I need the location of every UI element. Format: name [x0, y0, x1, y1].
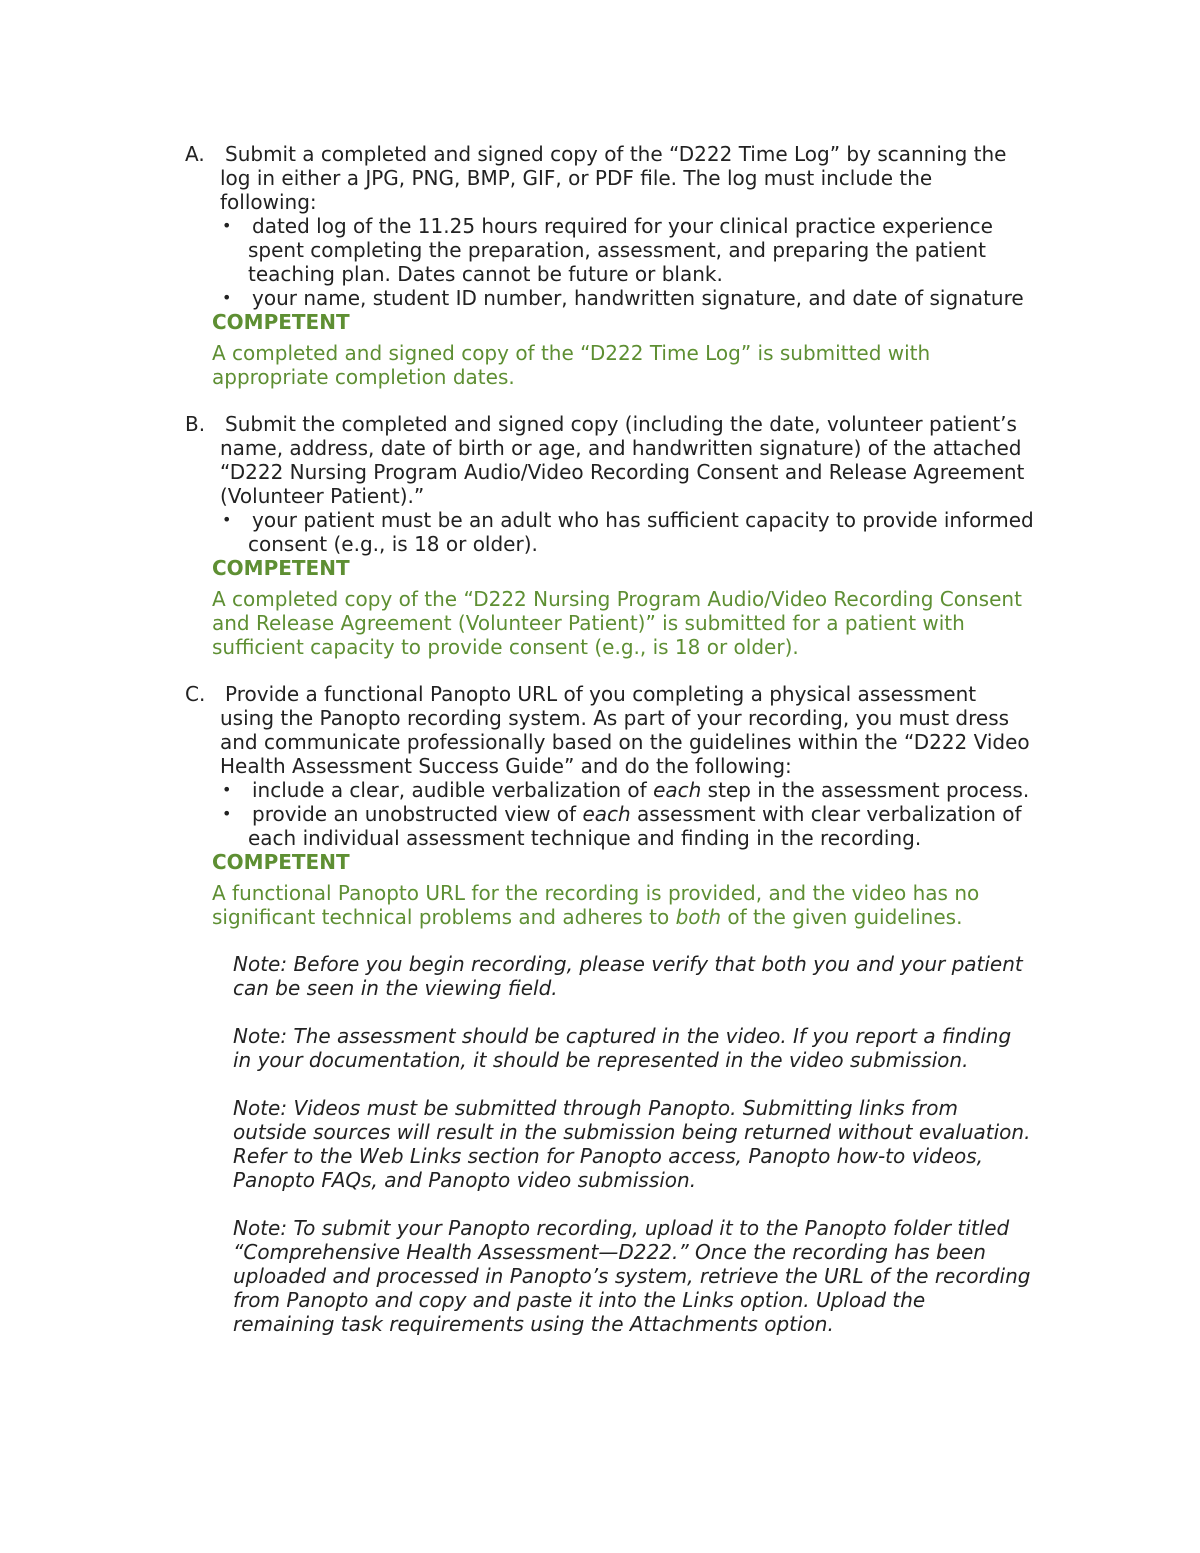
note-text: Refer to the Web Links section for Panopto access, Panopto how-to videos,: [233, 1144, 984, 1168]
requirement-text: and communicate professionally based on the guidelines within the “D222 Video: [220, 730, 1030, 754]
note-assessment-capture: [233, 1024, 1093, 1072]
bullet-emphasis: each: [582, 802, 631, 826]
competent-description: [185, 341, 1065, 389]
requirement-letter: C.: [185, 682, 206, 706]
note-text: Note: Videos must be submitted through Panopto. Submitting links from: [233, 1096, 958, 1120]
note-text: uploaded and processed in Panopto’s system, retrieve the URL of the recording: [233, 1264, 1031, 1288]
requirement-text: name, address, date of birth or age, and handwritten signature) of the attached: [220, 436, 1022, 460]
requirement-text: Submit the completed and signed copy (including the date, volunteer patient’s: [225, 412, 1017, 436]
bullet-icon: •: [222, 510, 232, 529]
bullet-text: dated log of the 11.25 hours required for your clinical practice experience: [252, 214, 993, 238]
note-text: Note: To submit your Panopto recording, upload it to the Panopto folder titled: [233, 1216, 1010, 1240]
bullet-text-part: step in the assessment process.: [701, 778, 1030, 802]
competent-label: COMPETENT: [212, 310, 350, 334]
note-text: remaining task requirements using the Attachments option.: [233, 1312, 834, 1336]
competent-text: and Release Agreement (Volunteer Patient)” is submitted for a patient with: [212, 611, 965, 635]
competent-text: [212, 905, 1065, 929]
note-text: in your documentation, it should be represented in the video submission.: [233, 1048, 969, 1072]
competent-text: A functional Panopto URL for the recording is provided, and the video has no: [212, 881, 980, 905]
bullet-item: [185, 778, 1065, 802]
bullet-text: [252, 802, 1022, 826]
bullet-item: [185, 214, 1065, 238]
requirement-text: Health Assessment Success Guide” and do the following:: [220, 754, 792, 778]
competent-text: sufficient capacity to provide consent (e.g., is 18 or older).: [212, 635, 799, 659]
bullet-text: each individual assessment technique and finding in the recording.: [248, 826, 922, 850]
note-text: can be seen in the viewing field.: [233, 976, 558, 1000]
bullet-icon: •: [222, 804, 232, 823]
bullet-text-part: provide an unobstructed view of: [252, 802, 583, 826]
note-upload-instructions: [233, 1216, 1093, 1336]
bullet-text-part: include a clear, audible verbalization of: [252, 778, 654, 802]
note-text: Note: Before you begin recording, please verify that both you and your patient: [233, 952, 1023, 976]
competent-description: [185, 587, 1065, 659]
requirement-a: [185, 142, 1065, 389]
note-panopto-submission: [233, 1096, 1093, 1192]
bullet-icon: •: [222, 780, 232, 799]
bullet-text: [252, 778, 1029, 802]
bullet-icon: •: [222, 216, 232, 235]
note-text: outside sources will result in the submission being returned without evaluation.: [233, 1120, 1031, 1144]
note-text: “Comprehensive Health Assessment—D222.” Once the recording has been: [233, 1240, 986, 1264]
bullet-item: [185, 286, 1065, 310]
requirement-text: “D222 Nursing Program Audio/Video Recording Consent and Release Agreement: [220, 460, 1025, 484]
bullet-text: teaching plan. Dates cannot be future or blank.: [248, 262, 723, 286]
bullet-text-part: assessment with clear verbalization of: [630, 802, 1022, 826]
competent-label: COMPETENT: [212, 850, 350, 874]
competent-text: A completed and signed copy of the “D222 Time Log” is submitted with: [212, 341, 931, 365]
competent-text-part: of the given guidelines.: [721, 905, 963, 929]
bullet-text: spent completing the preparation, assessment, and preparing the patient: [248, 238, 986, 262]
bullet-icon: •: [222, 288, 232, 307]
bullet-text: consent (e.g., is 18 or older).: [248, 532, 538, 556]
requirement-letter: B.: [185, 412, 206, 436]
note-text: from Panopto and copy and paste it into the Links option. Upload the: [233, 1288, 926, 1312]
bullet-emphasis: each: [653, 778, 702, 802]
competent-description: [185, 881, 1065, 929]
note-text: Panopto FAQs, and Panopto video submission.: [233, 1168, 697, 1192]
requirement-text: following:: [220, 190, 317, 214]
note-recording-view: [233, 952, 1093, 1000]
bullet-item: [185, 508, 1065, 532]
competent-label: COMPETENT: [212, 556, 350, 580]
competent-text: appropriate completion dates.: [212, 365, 515, 389]
requirement-text: (Volunteer Patient).”: [220, 484, 425, 508]
requirement-letter: A.: [185, 142, 205, 166]
note-text: Note: The assessment should be captured in the video. If you report a finding: [233, 1024, 1012, 1048]
bullet-text: your patient must be an adult who has sufficient capacity to provide informed: [252, 508, 1034, 532]
competent-text: A completed copy of the “D222 Nursing Program Audio/Video Recording Consent: [212, 587, 1022, 611]
requirement-text: using the Panopto recording system. As part of your recording, you must dress: [220, 706, 1010, 730]
requirement-text: Provide a functional Panopto URL of you completing a physical assessment: [225, 682, 977, 706]
requirement-text: log in either a JPG, PNG, BMP, GIF, or PDF file. The log must include the: [220, 166, 933, 190]
requirement-b: [185, 412, 1065, 659]
competent-emphasis: both: [675, 905, 722, 929]
requirement-c: [185, 682, 1065, 929]
bullet-item: [185, 802, 1065, 826]
competent-text-part: significant technical problems and adheres to: [212, 905, 676, 929]
requirement-text: Submit a completed and signed copy of the “D222 Time Log” by scanning the: [225, 142, 1007, 166]
bullet-text: your name, student ID number, handwritten signature, and date of signature: [252, 286, 1024, 310]
